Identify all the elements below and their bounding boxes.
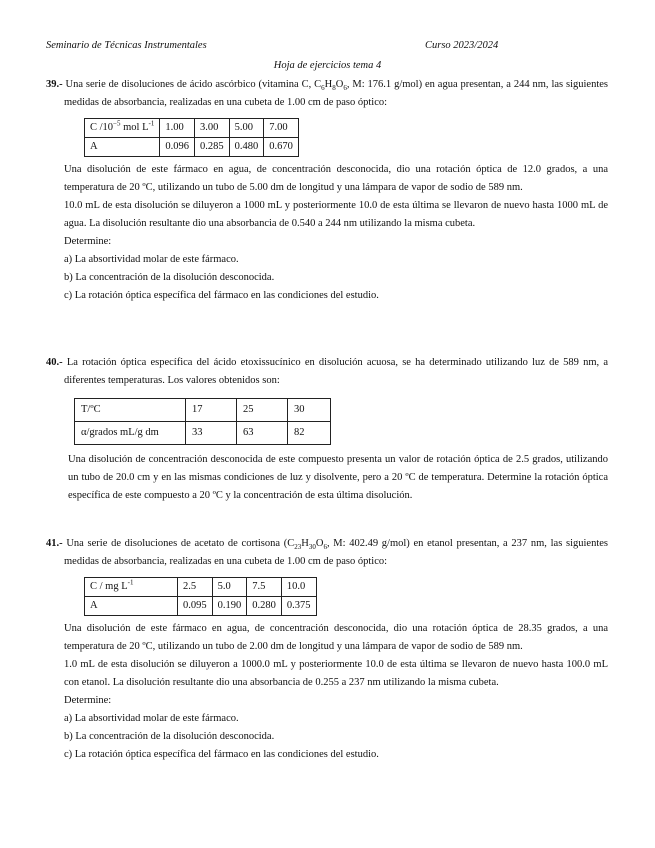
exercise-41-determine: Determine:: [64, 695, 112, 706]
table-row: [85, 119, 299, 138]
exercise-39-question-c: c) La rotación óptica específica del fármaco en las condiciones del estudio.: [64, 290, 379, 301]
table-row: [85, 597, 317, 616]
exercise-39-statement: 39.- Una serie de disoluciones de ácido ascórbico (vitamina C, $C_6H_8O_6$, M: 176.1 g/mol) en agua presentan, a 244 nm, las siguientes medidas de absorbancia, realizadas en una cubeta de 1.00 cm de paso óptico:: [46, 79, 609, 108]
table-cell: 25: [237, 399, 288, 422]
exercise-39-table-wrap: [46, 118, 608, 305]
exercise-39-determine: Determine:: [64, 236, 112, 247]
table-cell: 1.00: [160, 119, 195, 138]
table-cell: 3.00: [194, 119, 229, 138]
exercise-41-paragraph-2: 1.0 mL de esta disolución se diluyeron a 1000.0 mL y posteriormente 10.0 de esta última se llevaron de nuevo hasta 100.0 mL con etanol. La disolución resultante dio una absorbancia de 0.255 a 237 nm utilizando la misma cubeta.: [64, 659, 608, 688]
table-cell: 0.190: [212, 597, 247, 616]
table-cell: 7.00: [264, 119, 299, 138]
exercise-40-paragraph-1: Una disolución de concentración desconocida de este compuesto presenta un valor de rotación óptica de 2.5 grados, utilizando un tubo de 20.0 cm y en las mismas condiciones de luz y disolvente, pero a 20 ºC de temperatura. Determine la rotación óptica específica de este compuesto a 20 ºC y la concentración de esta última disolución.: [68, 454, 608, 501]
exercise-39-question-b: b) La concentración de la disolución desconocida.: [64, 272, 275, 283]
table-cell: 0.280: [247, 597, 282, 616]
table-cell: 0.480: [229, 138, 264, 157]
table-cell: 30: [288, 399, 331, 422]
table-row: [75, 399, 331, 422]
exercise-39-question-a: a) La absortividad molar de este fármaco.: [64, 254, 239, 265]
exercise-40-number: 40.-: [46, 357, 63, 368]
exercise-41-question-b: b) La concentración de la disolución desconocida.: [64, 731, 275, 742]
table-cell: 0.285: [194, 138, 229, 157]
table-row: [85, 578, 317, 597]
exercise-39: [46, 76, 608, 305]
sheet-title: Hoja de ejercicios tema 4: [273, 60, 382, 71]
exercise-40-rotation-table: [74, 398, 331, 445]
table-row-label: T/ºC: [75, 399, 186, 422]
exercise-40-statement: 40.- La rotación óptica específica del ácido etoxissucínico en disolución acuosa, se ha determinado utilizando luz de 589 nm, a diferentes temperaturas. Los valores obtenidos son:: [46, 357, 608, 386]
table-cell: 17: [186, 399, 237, 422]
header-academic-year: Curso 2023/2024: [425, 40, 499, 51]
table-row: [85, 138, 299, 157]
table-row-label: C $/10^{-5}$ mol $L^{-1}$: [85, 119, 160, 138]
exercise-41-question-c: c) La rotación óptica específica del fármaco en las condiciones del estudio.: [64, 749, 379, 760]
table-cell: 2.5: [178, 578, 213, 597]
exercise-41: [46, 535, 608, 764]
table-row: [75, 422, 331, 445]
exercise-39-paragraph-2: 10.0 mL de esta disolución se diluyeron a 1000 mL y posteriormente 10.0 de esta última se llevaron de nuevo hasta 1000 mL de agua. La disolución resultante dio una absorbancia de 0.540 a 244 nm utilizando la misma cubeta.: [64, 200, 608, 229]
table-cell: 0.375: [281, 597, 316, 616]
table-cell: 33: [186, 422, 237, 445]
table-cell: 63: [237, 422, 288, 445]
exercise-41-number: 41.-: [46, 538, 63, 549]
table-cell: 5.0: [212, 578, 247, 597]
exercise-41-question-a: a) La absortividad molar de este fármaco.: [64, 713, 239, 724]
table-cell: 10.0: [281, 578, 316, 597]
table-cell: 0.670: [264, 138, 299, 157]
exercise-41-statement: 41.- Una serie de disoluciones de acetato de cortisona ($C_{23}H_{30}O_6$, M: 402.49 g/mol) en etanol presentan, a 237 nm, las siguientes medidas de absorbancia, realizadas en una cubeta de 1.00 cm de paso óptico:: [46, 538, 608, 567]
exercise-41-absorbance-table: [84, 577, 317, 616]
exercise-39-absorbance-table: [84, 118, 299, 157]
table-cell: 7.5: [247, 578, 282, 597]
table-cell: 0.095: [178, 597, 213, 616]
exercise-40: [46, 354, 608, 505]
exercise-39-paragraph-1: Una disolución de este fármaco en agua, de concentración desconocida, dio una rotación óptica de 12.0 grados, a una temperatura de 20 ºC, utilizando un tubo de 5.00 dm de longitud y una lámpara de vapor de sodio de 589 nm.: [64, 164, 608, 193]
exercise-41-paragraph-1: Una disolución de este fármaco en agua, de concentración desconocida, dio una rotación óptica de 28.35 grados, a una temperatura de 20 ºC, utilizando un tubo de 2.00 dm de longitud y una lámpara de vapor de sodio de 589 nm.: [64, 623, 608, 652]
table-cell: 0.096: [160, 138, 195, 157]
table-row-label: A: [85, 138, 160, 157]
table-row-label: α/grados mL/g dm: [75, 422, 186, 445]
table-row-label: A: [85, 597, 178, 616]
header-course-name: Seminario de Técnicas Instrumentales: [46, 40, 207, 51]
exercise-41-table-wrap: [46, 577, 608, 764]
exercise-40-table-wrap: [46, 398, 608, 505]
table-cell: 5.00: [229, 119, 264, 138]
table-row-label: C / mg $L^{-1}$: [85, 578, 178, 597]
exercise-39-number: 39.-: [46, 79, 63, 90]
table-cell: 82: [288, 422, 331, 445]
